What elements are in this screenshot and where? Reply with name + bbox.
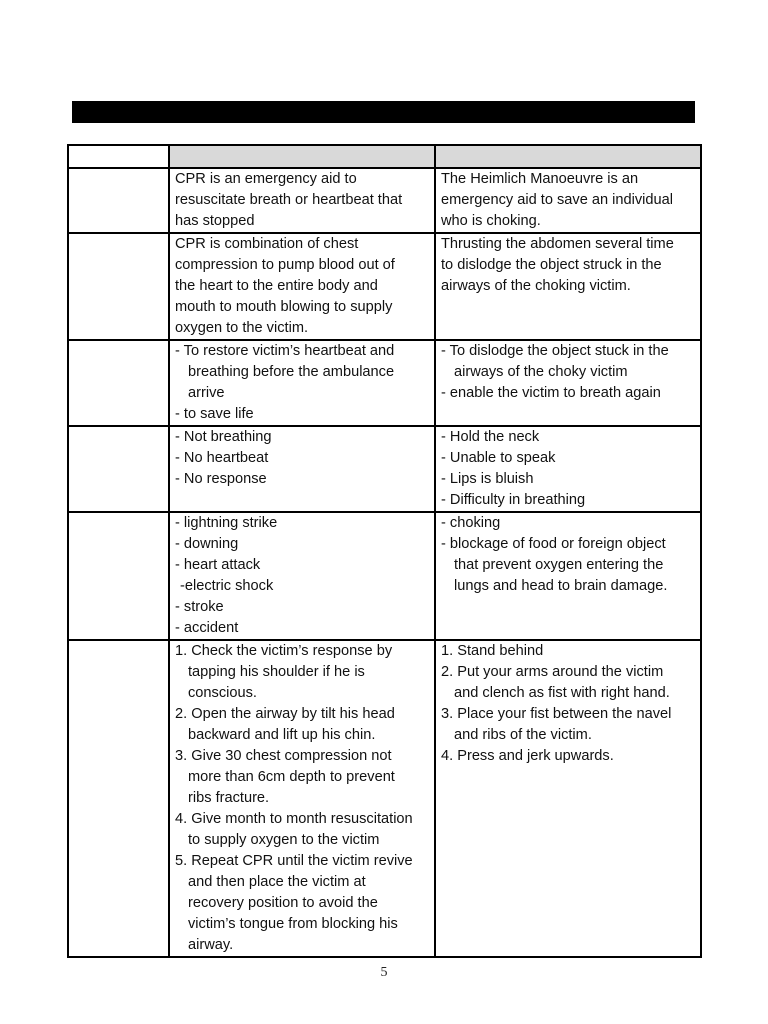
cpr-text-line: victim’s tongue from blocking his (188, 916, 398, 932)
cpr-cell (169, 512, 435, 640)
cpr-text-line: CPR is combination of chest (175, 236, 359, 252)
cpr-text-line: - lightning strike (175, 515, 278, 531)
heimlich-text-line: 3. Place your fist between the navel (441, 706, 672, 722)
cpr-text-line: conscious. (188, 685, 257, 701)
row-label-cell (68, 340, 169, 426)
table-row (68, 640, 701, 957)
heimlich-cell (435, 512, 701, 640)
header-cell-heimlich (435, 145, 701, 168)
cpr-text-line: airway. (188, 937, 234, 953)
cpr-text-line: - No response (175, 471, 267, 487)
heimlich-text-line: - Unable to speak (441, 450, 556, 466)
cpr-text-line: - downing (175, 536, 239, 552)
header-cell-cpr (169, 145, 435, 168)
heimlich-cell (435, 426, 701, 512)
row-label-cell (68, 233, 169, 340)
cpr-cell (169, 340, 435, 426)
heimlich-text-line: Thrusting the abdomen several time (441, 236, 674, 252)
table-header-row (68, 145, 701, 168)
heimlich-text-line: and clench as fist with right hand. (454, 685, 670, 701)
heimlich-cell (435, 340, 701, 426)
cpr-text-line: 2. Open the airway by tilt his head (175, 706, 395, 722)
heimlich-text-line: 4. Press and jerk upwards. (441, 748, 614, 764)
cpr-text-line: 5. Repeat CPR until the victim revive (175, 853, 413, 869)
cpr-cell (169, 233, 435, 340)
table-row (68, 512, 701, 640)
row-label-cell (68, 512, 169, 640)
header-cell-label (68, 145, 169, 168)
cpr-text-line: backward and lift up his chin. (188, 727, 376, 743)
cpr-text-line: 1. Check the victim’s response by (175, 643, 393, 659)
cpr-text-line: oxygen to the victim. (175, 320, 309, 336)
heimlich-text-line: The Heimlich Manoeuvre is an (441, 171, 639, 187)
heimlich-text-line: - Lips is bluish (441, 471, 534, 487)
table-row (68, 233, 701, 340)
table-row (68, 426, 701, 512)
cpr-text-line: CPR is an emergency aid to (175, 171, 357, 187)
cpr-cell (169, 640, 435, 957)
cpr-text-line: has stopped (175, 213, 255, 229)
cpr-text-line: more than 6cm depth to prevent (188, 769, 395, 785)
heimlich-text-line: emergency aid to save an individual (441, 192, 674, 208)
cpr-text-line: - stroke (175, 599, 224, 615)
heimlich-cell (435, 168, 701, 233)
cpr-text-line: arrive (188, 385, 225, 401)
heimlich-text-line: 1. Stand behind (441, 643, 544, 659)
heimlich-text-line: - choking (441, 515, 501, 531)
cpr-text-line: compression to pump blood out of (175, 257, 395, 273)
row-label-cell (68, 426, 169, 512)
heimlich-text-line: airways of the choking victim. (441, 278, 631, 294)
heimlich-text-line: who is choking. (441, 213, 541, 229)
heimlich-text-line: - Difficulty in breathing (441, 492, 586, 508)
heimlich-text-line: 2. Put your arms around the victim (441, 664, 664, 680)
cpr-text-line: - Not breathing (175, 429, 272, 445)
cpr-text-line: - to save life (175, 406, 254, 422)
table-row (68, 340, 701, 426)
heimlich-text-line: - To dislodge the object stuck in the (441, 343, 669, 359)
cpr-text-line: the heart to the entire body and (175, 278, 378, 294)
heimlich-text-line: and ribs of the victim. (454, 727, 592, 743)
cpr-text-line: to supply oxygen to the victim (188, 832, 380, 848)
cpr-text-line: - heart attack (175, 557, 261, 573)
cpr-text-line: - accident (175, 620, 239, 636)
heimlich-text-line: - Hold the neck (441, 429, 540, 445)
title-bar (72, 101, 695, 123)
heimlich-text-line: - enable the victim to breath again (441, 385, 661, 401)
row-label-cell (68, 640, 169, 957)
row-label-cell (68, 168, 169, 233)
cpr-text-line: tapping his shoulder if he is (188, 664, 365, 680)
heimlich-text-line: airways of the choky victim (454, 364, 628, 380)
cpr-cell (169, 168, 435, 233)
page-number: 5 (380, 965, 388, 980)
comparison-table (67, 144, 702, 958)
cpr-text-line: breathing before the ambulance (188, 364, 395, 380)
cpr-text-line: - To restore victim’s heartbeat and (175, 343, 395, 359)
cpr-text-line: mouth to mouth blowing to supply (175, 299, 393, 315)
heimlich-text-line: to dislodge the object struck in the (441, 257, 662, 273)
heimlich-cell (435, 640, 701, 957)
cpr-text-line: resuscitate breath or heartbeat that (175, 192, 403, 208)
heimlich-text-line: lungs and head to brain damage. (454, 578, 668, 594)
cpr-text-line: recovery position to avoid the (188, 895, 378, 911)
heimlich-cell (435, 233, 701, 340)
heimlich-text-line: - blockage of food or foreign object (441, 536, 666, 552)
cpr-text-line: 4. Give month to month resuscitation (175, 811, 413, 827)
cpr-text-line: ribs fracture. (188, 790, 270, 806)
heimlich-text-line: that prevent oxygen entering the (454, 557, 664, 573)
cpr-text-line: 3. Give 30 chest compression not (175, 748, 392, 764)
cpr-text-line: - No heartbeat (175, 450, 269, 466)
cpr-text-line: and then place the victim at (188, 874, 366, 890)
cpr-cell (169, 426, 435, 512)
cpr-text-line: -electric shock (180, 578, 274, 594)
table-row (68, 168, 701, 233)
